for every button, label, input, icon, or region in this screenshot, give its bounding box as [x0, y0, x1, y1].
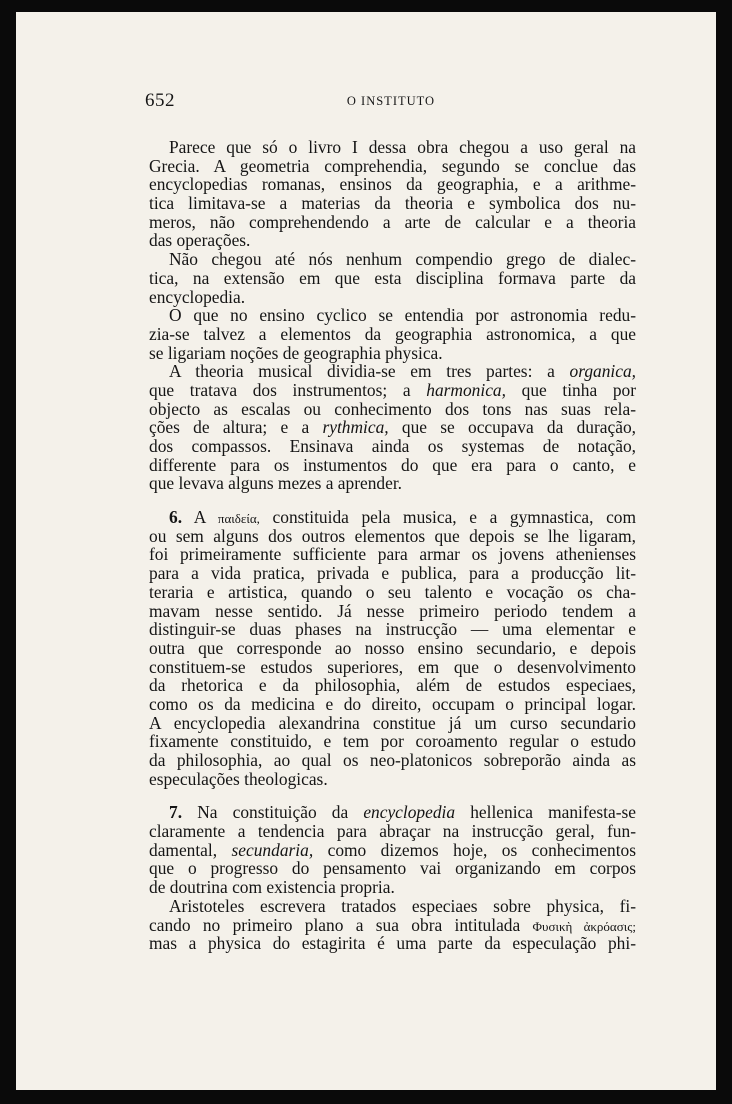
text-line: que levava alguns mezes a aprender. — [149, 473, 403, 494]
italic-term: organica, — [569, 361, 636, 382]
text-line: teraria e artistica, quando o seu talento e vocação os cha- — [149, 581, 636, 602]
text-line: zia-se talvez a elementos da geographia astronomica, a que — [149, 323, 636, 344]
text-line: claramente a tendencia para abraçar na instrucção geral, fun- — [149, 821, 636, 842]
section-number: 7. — [169, 802, 183, 823]
text-span: cando no primeiro plano a sua obra intitulada — [149, 914, 533, 935]
greek-term: παιδεία, — [217, 511, 260, 527]
text-span: que se occupava da duração, — [388, 417, 636, 438]
text-line: Parece que só o livro I dessa obra chegou a uso geral na — [169, 137, 636, 157]
text-line — [149, 381, 636, 400]
text-line — [149, 362, 636, 381]
text-span: constituida pela musica, e a gymnastica, com — [259, 507, 637, 528]
paragraph — [149, 897, 636, 953]
italic-term: harmonica, — [426, 379, 506, 400]
text-line: A encyclopedia alexandrina constitue já um curso secundario — [149, 712, 636, 733]
text-span: A theoria musical dividia-se em tres partes: a — [169, 361, 570, 382]
section-6 — [149, 508, 636, 788]
section-gap — [149, 788, 636, 803]
text-line — [149, 841, 636, 860]
text-line: tica limitava-se a materias da theoria e symbolica dos nu- — [149, 193, 636, 214]
text-span: Na constituição da — [197, 802, 364, 823]
text-line: das operações. — [149, 230, 251, 251]
text-line: outra que corresponde ao nosso ensino secundario, e depois — [149, 637, 636, 658]
text-line: encyclopedia. — [149, 286, 246, 307]
text-line — [149, 418, 636, 437]
text-span: damental, — [149, 839, 232, 860]
greek-term: Φυσικὴ ἀκρόασις; — [532, 918, 636, 934]
text-span: que tratava dos instrumentos; a — [149, 379, 427, 400]
body-text — [149, 138, 636, 953]
text-line: de doutrina com existencia propria. — [149, 877, 395, 898]
text-line: differente para os instumentos do que era para o canto, e — [149, 454, 636, 475]
text-line: tica, na extensão em que esta disciplina formava parte da — [149, 267, 636, 288]
text-line: encyclopedias romanas, ensinos da geographia, e a arithme- — [149, 174, 636, 195]
text-line: fixamente constituido, e tem por coroamento regular o estudo — [149, 731, 636, 752]
page-number: 652 — [145, 90, 175, 111]
text-span: hellenica manifesta-se — [455, 802, 636, 823]
text-line: Grecia. A geometria comprehendia, segundo se conclue das — [149, 155, 636, 176]
text-line: dos compassos. Ensinava ainda os systemas de notação, — [149, 436, 636, 456]
section-gap — [149, 493, 636, 508]
text-line: como os da medicina e do direito, occupam o principal logar. — [149, 693, 636, 714]
text-span: ções de altura; e a — [149, 417, 323, 438]
text-line: da philosophia, ao qual os neo-platonicos sobreporão ainda as — [149, 750, 636, 770]
page-header — [145, 90, 637, 112]
text-line: ou sem alguns dos outros elementos que depois se lhe ligaram, — [149, 525, 636, 546]
section-number: 6. — [169, 507, 183, 528]
text-line — [149, 916, 636, 935]
italic-term: secundaria, — [231, 839, 314, 860]
text-line — [149, 803, 636, 822]
text-line: constituem-se estudos superiores, em que o desenvolvimento — [149, 656, 636, 677]
italic-term: encyclopedia — [363, 802, 456, 823]
text-line: distinguir-se duas phases na instrucção — uma elementar e — [149, 619, 636, 640]
text-line: meros, não comprehendendo a arte de calcular e a theoria — [149, 211, 636, 232]
text-line: especulações theologicas. — [149, 768, 328, 789]
italic-term: rythmica, — [322, 417, 389, 438]
text-line: Não chegou até nós nenhum compendio grego de dialec- — [169, 249, 636, 270]
text-line: que o progresso do pensamento vai organizando em corpos — [149, 858, 636, 879]
text-span: que tinha por — [505, 379, 637, 400]
section-7 — [149, 803, 636, 896]
paragraph — [149, 138, 636, 250]
text-span: A — [193, 507, 218, 528]
book-page — [16, 12, 716, 1090]
text-line: mavam nesse sentido. Já nesse primeiro periodo tendem a — [149, 600, 636, 621]
text-line — [149, 508, 636, 527]
text-line: mas a physica do estagirita é uma parte da especulação phi- — [149, 933, 636, 954]
text-line: da rhetorica e da philosophia, além de estudos especiaes, — [149, 675, 636, 696]
paragraph — [149, 306, 636, 362]
paragraph — [149, 250, 636, 306]
text-line: O que no ensino cyclico se entendia por astronomia redu- — [169, 305, 636, 326]
text-span: como dizemos hoje, os conhecimentos — [313, 839, 636, 860]
text-line: Aristoteles escrevera tratados especiaes sobre physica, fi- — [169, 895, 636, 916]
paragraph — [149, 362, 636, 493]
text-line: para a vida pratica, privada e publica, para a producção lit- — [149, 563, 636, 584]
text-line: foi primeiramente sufficiente para armar os jovens athenienses — [149, 544, 636, 565]
running-head: O INSTITUTO — [346, 94, 436, 108]
text-line: se ligariam noções de geographia physica. — [149, 342, 443, 363]
text-line: objecto as escalas ou conhecimento dos tons nas suas rela- — [149, 398, 636, 419]
